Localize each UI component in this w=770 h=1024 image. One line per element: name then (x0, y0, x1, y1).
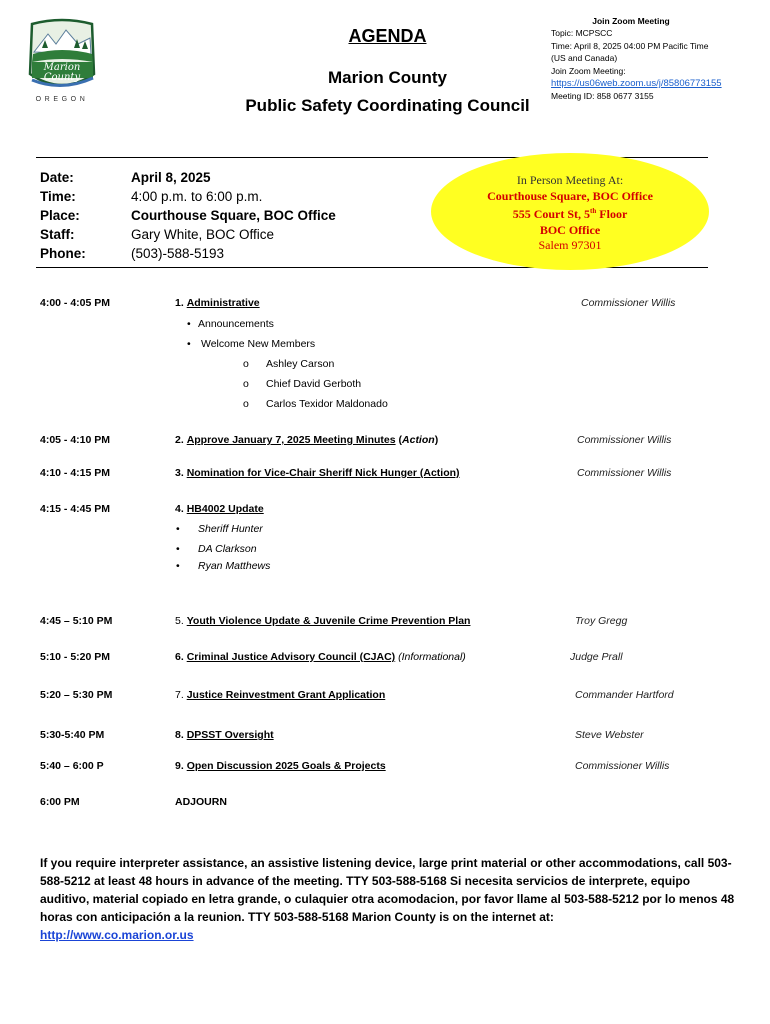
bullet-icon: • (176, 543, 180, 555)
in-person-office: BOC Office (539, 222, 601, 237)
agenda-time-3: 4:10 - 4:15 PM (40, 467, 111, 479)
county-website-link[interactable]: http://www.co.marion.or.us (40, 928, 194, 942)
bullet-icon: • (176, 523, 180, 535)
hb4002-speaker-1: Sheriff Hunter (198, 523, 263, 535)
new-member-3: Carlos Texidor Maldonado (266, 398, 388, 410)
presenter-3: Commissioner Willis (577, 467, 672, 479)
bullet-icon: • (187, 318, 191, 330)
in-person-address: 555 Court St, 5th Floor (512, 207, 628, 221)
zoom-time: Time: April 8, 2025 04:00 PM Pacific Time (551, 40, 709, 51)
place-value: Courthouse Square, BOC Office (131, 208, 336, 223)
agenda-item-9: 9. Open Discussion 2025 Goals & Projects (175, 760, 386, 772)
agenda-adjourn: ADJOURN (175, 796, 227, 808)
logo-wordmark-line2: County (43, 72, 81, 83)
agenda-time-2: 4:05 - 4:10 PM (40, 434, 111, 446)
new-member-2: Chief David Gerboth (266, 378, 362, 390)
council-name: Public Safety Coordinating Council (245, 96, 530, 115)
presenter-9: Commissioner Willis (575, 760, 670, 772)
agenda-1-bullet-2: Welcome New Members (201, 338, 316, 350)
org-name: Marion County (328, 68, 447, 87)
circle-bullet-icon: o (243, 378, 249, 390)
zoom-meeting-id: Meeting ID: 858 0677 3155 (551, 91, 654, 102)
in-person-place: Courthouse Square, BOC Office (487, 188, 653, 203)
hb4002-speaker-2: DA Clarkson (198, 543, 257, 555)
zoom-link[interactable]: https://us06web.zoom.us/j/85806773155 (551, 78, 722, 90)
hb4002-speaker-3: Ryan Matthews (198, 560, 271, 572)
staff-label: Staff: (40, 227, 75, 242)
zoom-join-label: Join Zoom Meeting: (551, 65, 626, 76)
place-label: Place: (40, 208, 80, 223)
agenda-item-8: 8. DPSST Oversight (175, 729, 274, 741)
logo-state: OREGON (35, 96, 89, 103)
agenda-item-6: 6. Criminal Justice Advisory Council (CJAC) (Informational) (175, 651, 466, 663)
agenda-item-1: 1. Administrative (175, 297, 260, 309)
logo-wordmark-line1: Marion (43, 62, 81, 73)
agenda-time-9: 5:40 – 6:00 P (40, 760, 104, 772)
agenda-item-2: 2. Approve January 7, 2025 Meeting Minutes (Action) (175, 434, 439, 446)
agenda-1-bullet-1: Announcements (198, 318, 274, 330)
circle-bullet-icon: o (243, 358, 249, 370)
agenda-item-5: 5. Youth Violence Update & Juvenile Crime Prevention Plan (175, 615, 471, 627)
agenda-item-7: 7. Justice Reinvestment Grant Application (175, 689, 386, 701)
agenda-item-3: 3. Nomination for Vice-Chair Sheriff Nick Hunger (Action) (175, 467, 460, 479)
phone-label: Phone: (40, 246, 86, 261)
date-value: April 8, 2025 (131, 170, 211, 185)
zoom-heading: Join Zoom Meeting (592, 16, 670, 26)
agenda-time-8: 5:30-5:40 PM (40, 729, 105, 741)
presenter-5: Troy Gregg (575, 615, 628, 627)
in-person-heading: In Person Meeting At: (516, 173, 624, 187)
agenda-time-5: 4:45 – 5:10 PM (40, 615, 113, 627)
county-logo (26, 18, 98, 112)
presenter-6: Judge Prall (570, 651, 623, 663)
time-value: 4:00 p.m. to 6:00 p.m. (131, 189, 263, 204)
date-label: Date: (40, 170, 74, 185)
zoom-info (551, 15, 756, 103)
zoom-topic: Topic: MCPSCC (551, 28, 613, 39)
presenter-2: Commissioner Willis (577, 434, 672, 446)
in-person-text (431, 173, 709, 254)
zoom-time-zone: (US and Canada) (551, 53, 618, 64)
presenter-7: Commander Hartford (575, 689, 674, 701)
presenter-1: Commissioner Willis (581, 297, 676, 309)
agenda-time-adjourn: 6:00 PM (40, 796, 80, 808)
bullet-icon: • (176, 560, 180, 572)
agenda-time-6: 5:10 - 5:20 PM (40, 651, 111, 663)
circle-bullet-icon: o (243, 398, 249, 410)
in-person-city: Salem 97301 (538, 238, 602, 252)
accessibility-notice (40, 854, 740, 944)
presenter-8: Steve Webster (575, 729, 644, 741)
agenda-time-7: 5:20 – 5:30 PM (40, 689, 113, 701)
accessibility-text: If you require interpreter assistance, an assistive listening device, large print material or other accommodations, call 503-588-5212 at least 48 hours in advance of the meeting. TTY 503-588-5168 Si necesita servicios de interprete, equipo auditivo, material copiado en letra grande, o culaquier otra acomodacion, por favor llame al 503-588-5212 por lo menos 48 horas con anticipación a la reunion. TTY 503-588-5168 Marion County is on the internet at: (40, 856, 735, 924)
staff-value: Gary White, BOC Office (131, 227, 275, 242)
agenda-title: AGENDA (348, 26, 427, 46)
agenda-item-4: 4. HB4002 Update (175, 503, 264, 515)
new-member-1: Ashley Carson (266, 358, 335, 370)
time-label: Time: (40, 189, 76, 204)
bullet-icon: • (187, 338, 191, 350)
agenda-time-4: 4:15 - 4:45 PM (40, 503, 111, 515)
county-seal-icon (26, 18, 98, 94)
agenda-time-1: 4:00 - 4:05 PM (40, 297, 111, 309)
phone-value: (503)-588-5193 (131, 246, 225, 261)
